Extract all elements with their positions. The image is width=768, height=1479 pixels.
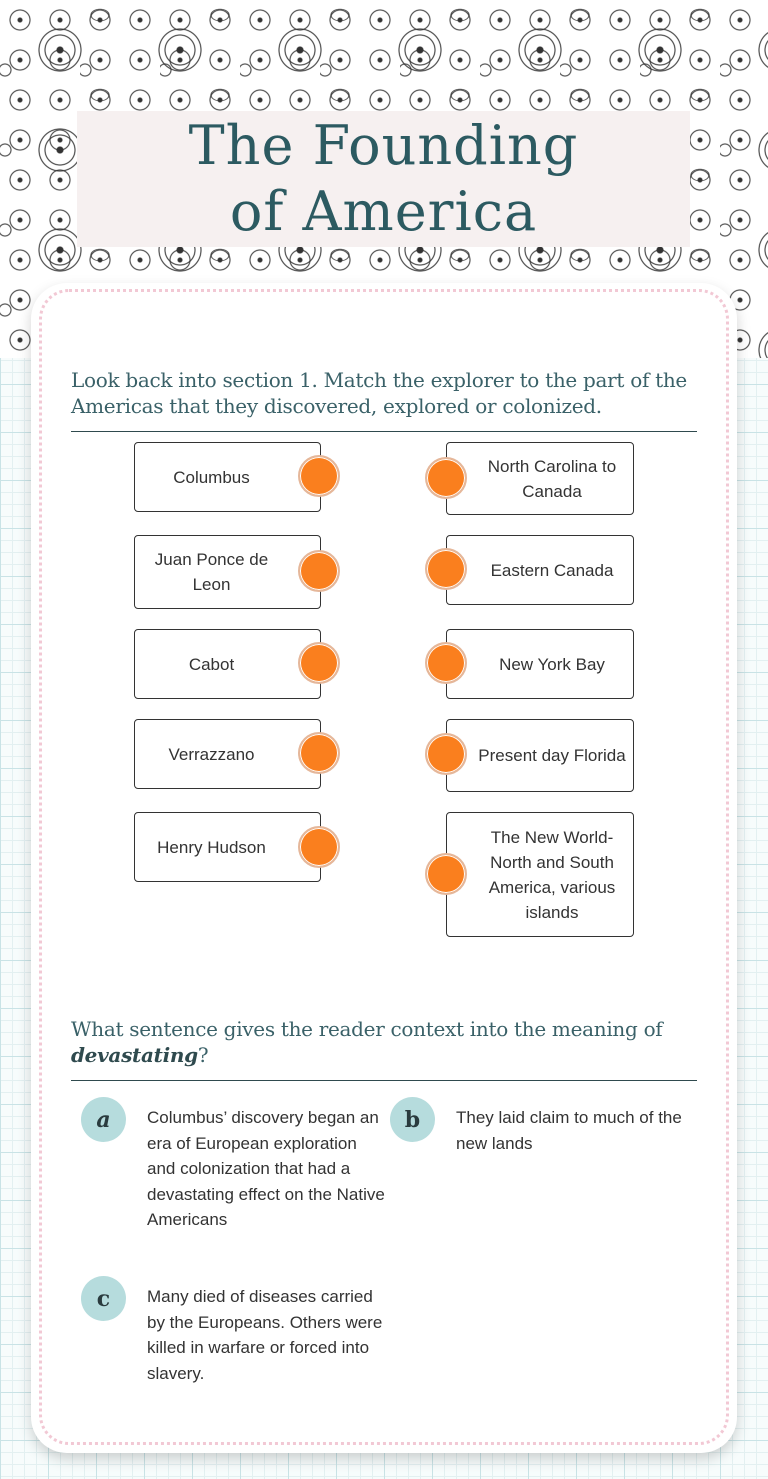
connector-dot[interactable] (425, 733, 467, 775)
match-label: New York Bay (499, 654, 605, 674)
divider (71, 1080, 697, 1081)
match-right-item[interactable] (446, 629, 634, 699)
match-left-item[interactable] (134, 812, 321, 882)
question-1-prompt: Look back into section 1. Match the explorer to the part of the Americas that they discovered, explored or colonized. (71, 368, 687, 418)
connector-dot[interactable] (425, 548, 467, 590)
match-label: The New World- North and South America, various islands (488, 827, 616, 922)
divider (71, 431, 697, 432)
option-c-text[interactable]: Many died of diseases carried by the Europeans. Others were killed in warfare or forced into slavery. (147, 1287, 383, 1383)
connector-dot[interactable] (425, 853, 467, 895)
match-left-item[interactable] (134, 719, 321, 789)
match-label: Columbus (173, 467, 250, 487)
match-label: Henry Hudson (157, 837, 266, 857)
page-title: The Founding of America (188, 114, 579, 243)
vocab-word: devastating (71, 1043, 198, 1067)
option-c-badge[interactable]: c (81, 1276, 126, 1321)
option-a-text[interactable]: Columbus’ discovery began an era of European exploration and colonization that had a devastating effect on the Native Americans (147, 1108, 385, 1230)
match-left-item[interactable] (134, 442, 321, 512)
match-right-item[interactable] (446, 442, 634, 515)
match-right-item[interactable] (446, 812, 634, 937)
option-a-badge[interactable]: a (81, 1097, 126, 1142)
prompt-text: ? (197, 1043, 209, 1067)
option-b-badge[interactable]: b (390, 1097, 435, 1142)
connector-dot[interactable] (425, 457, 467, 499)
prompt-text: What sentence gives the reader context into the meaning of (71, 1017, 663, 1041)
connector-dot[interactable] (298, 455, 340, 497)
match-label: Cabot (188, 654, 235, 674)
connector-dot[interactable] (298, 826, 340, 868)
connector-dot[interactable] (425, 642, 467, 684)
match-right-item[interactable] (446, 719, 634, 792)
match-left-item[interactable] (134, 535, 321, 609)
match-right-item[interactable] (446, 535, 634, 605)
match-label: Verrazzano (168, 744, 255, 764)
title-banner (77, 111, 690, 247)
match-label: Present day Florida (478, 746, 626, 765)
option-b-text[interactable]: They laid claim to much of the new lands (456, 1108, 682, 1153)
question-2-prompt (71, 1016, 697, 1068)
connector-dot[interactable] (298, 732, 340, 774)
match-left-item[interactable] (134, 629, 321, 699)
match-label: Eastern Canada (490, 560, 614, 580)
match-label: North Carolina to Canada (487, 456, 617, 501)
connector-dot[interactable] (298, 550, 340, 592)
connector-dot[interactable] (298, 642, 340, 684)
match-label: Juan Ponce de Leon (154, 550, 269, 594)
